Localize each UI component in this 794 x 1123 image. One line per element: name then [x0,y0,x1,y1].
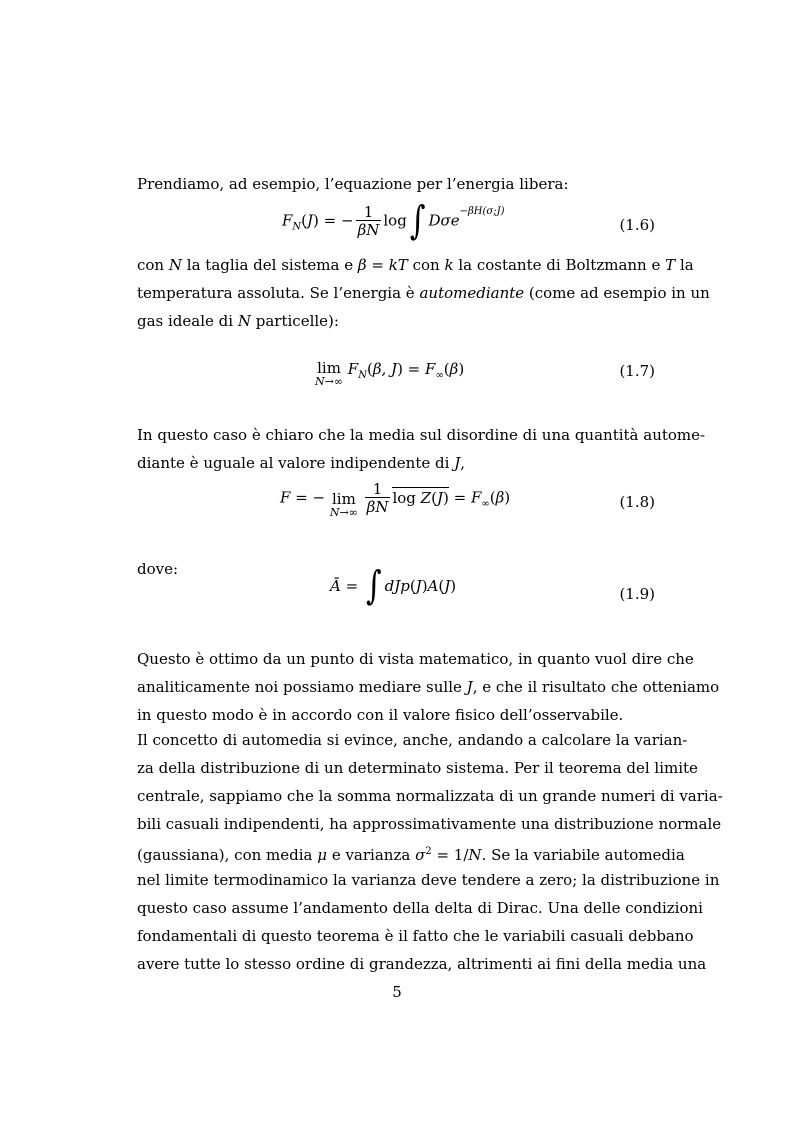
text-line: bili casuali indipendenti, ha approssimativamente una distribuzione normale [137,815,722,833]
equation-body: $F_N(J)$ = − $\frac{1}{\beta N}$ log ∫ Dσe$^{-\beta H(\sigma;J)}$ [282,198,505,244]
equation-number: (1.9) [619,585,655,603]
text-line: fondamentali di questo teorema è il fatto che le variabili casuali debbano [137,927,694,945]
text-line: nel limite termodinamico la varianza deve tendere a zero; la distribuzione in [137,871,720,889]
text-line: Il concetto di automedia si evince, anche, andando a calcolare la varian- [137,731,688,749]
text-line: analiticamente noi possiamo mediare sulle J, e che il risultato che otteniamo [137,678,720,696]
text-line: avere tutte lo stesso ordine di grandezza, altrimenti ai fini della media una [137,955,707,973]
text-line: con N la taglia del sistema e β = kT con k la costante di Boltzmann e T la [137,256,694,274]
paragraph-5 [137,726,723,978]
page-number: 5 [392,983,402,1001]
text-line: gas ideale di N particelle): [137,312,339,330]
equation-number: (1.6) [619,216,655,234]
equation-1-7 [137,360,657,394]
paragraph-4 [137,645,720,729]
paragraph-3 [137,421,706,477]
text-line: In questo caso è chiaro che la media sul disordine di una quantità autome- [137,426,706,444]
text-line: (gaussiana), con media μ e varianza $\sigma^2 = 1/N$. Se la variabile automedia [137,846,685,864]
equation-number: (1.8) [619,493,655,511]
text-line: za della distribuzione di un determinato sistema. Per il teorema del limite [137,759,698,777]
paragraph-2 [137,251,710,335]
text-line: diante è uguale al valore indipendente di J, [137,454,465,472]
paragraph-1 [137,170,657,198]
equation-number: (1.7) [619,362,655,380]
text-line: centrale, sappiamo che la somma normalizzata di un grande numeri di varia- [137,787,723,805]
equation-body: Ā = ∫ dJp(J)A(J) [330,563,457,610]
text-line: Prendiamo, ad esempio, l’equazione per l’energia libera: [137,175,569,193]
text-line: temperatura assoluta. Se l’energia è automediante (come ad esempio in un [137,284,710,302]
equation-1-6 [137,198,657,254]
text-line: in questo modo è in accordo con il valore fisico dell’osservabile. [137,706,624,724]
text-line: Questo è ottimo da un punto di vista matematico, in quanto vuol dire che [137,650,694,668]
text-line: dove: [137,560,179,578]
equation-body: F = − lim N→∞ $\frac{1}{\beta N}$ $\log Z(J) = F_\infty(\beta)$ [280,480,511,519]
text-line: questo caso assume l’andamento della delta di Dirac. Una delle condizioni [137,899,703,917]
equation-1-8 [137,481,657,527]
equation-body: lim N→∞ $F_N(\beta$, $J) = F_\infty(\beta)$ [315,359,465,388]
